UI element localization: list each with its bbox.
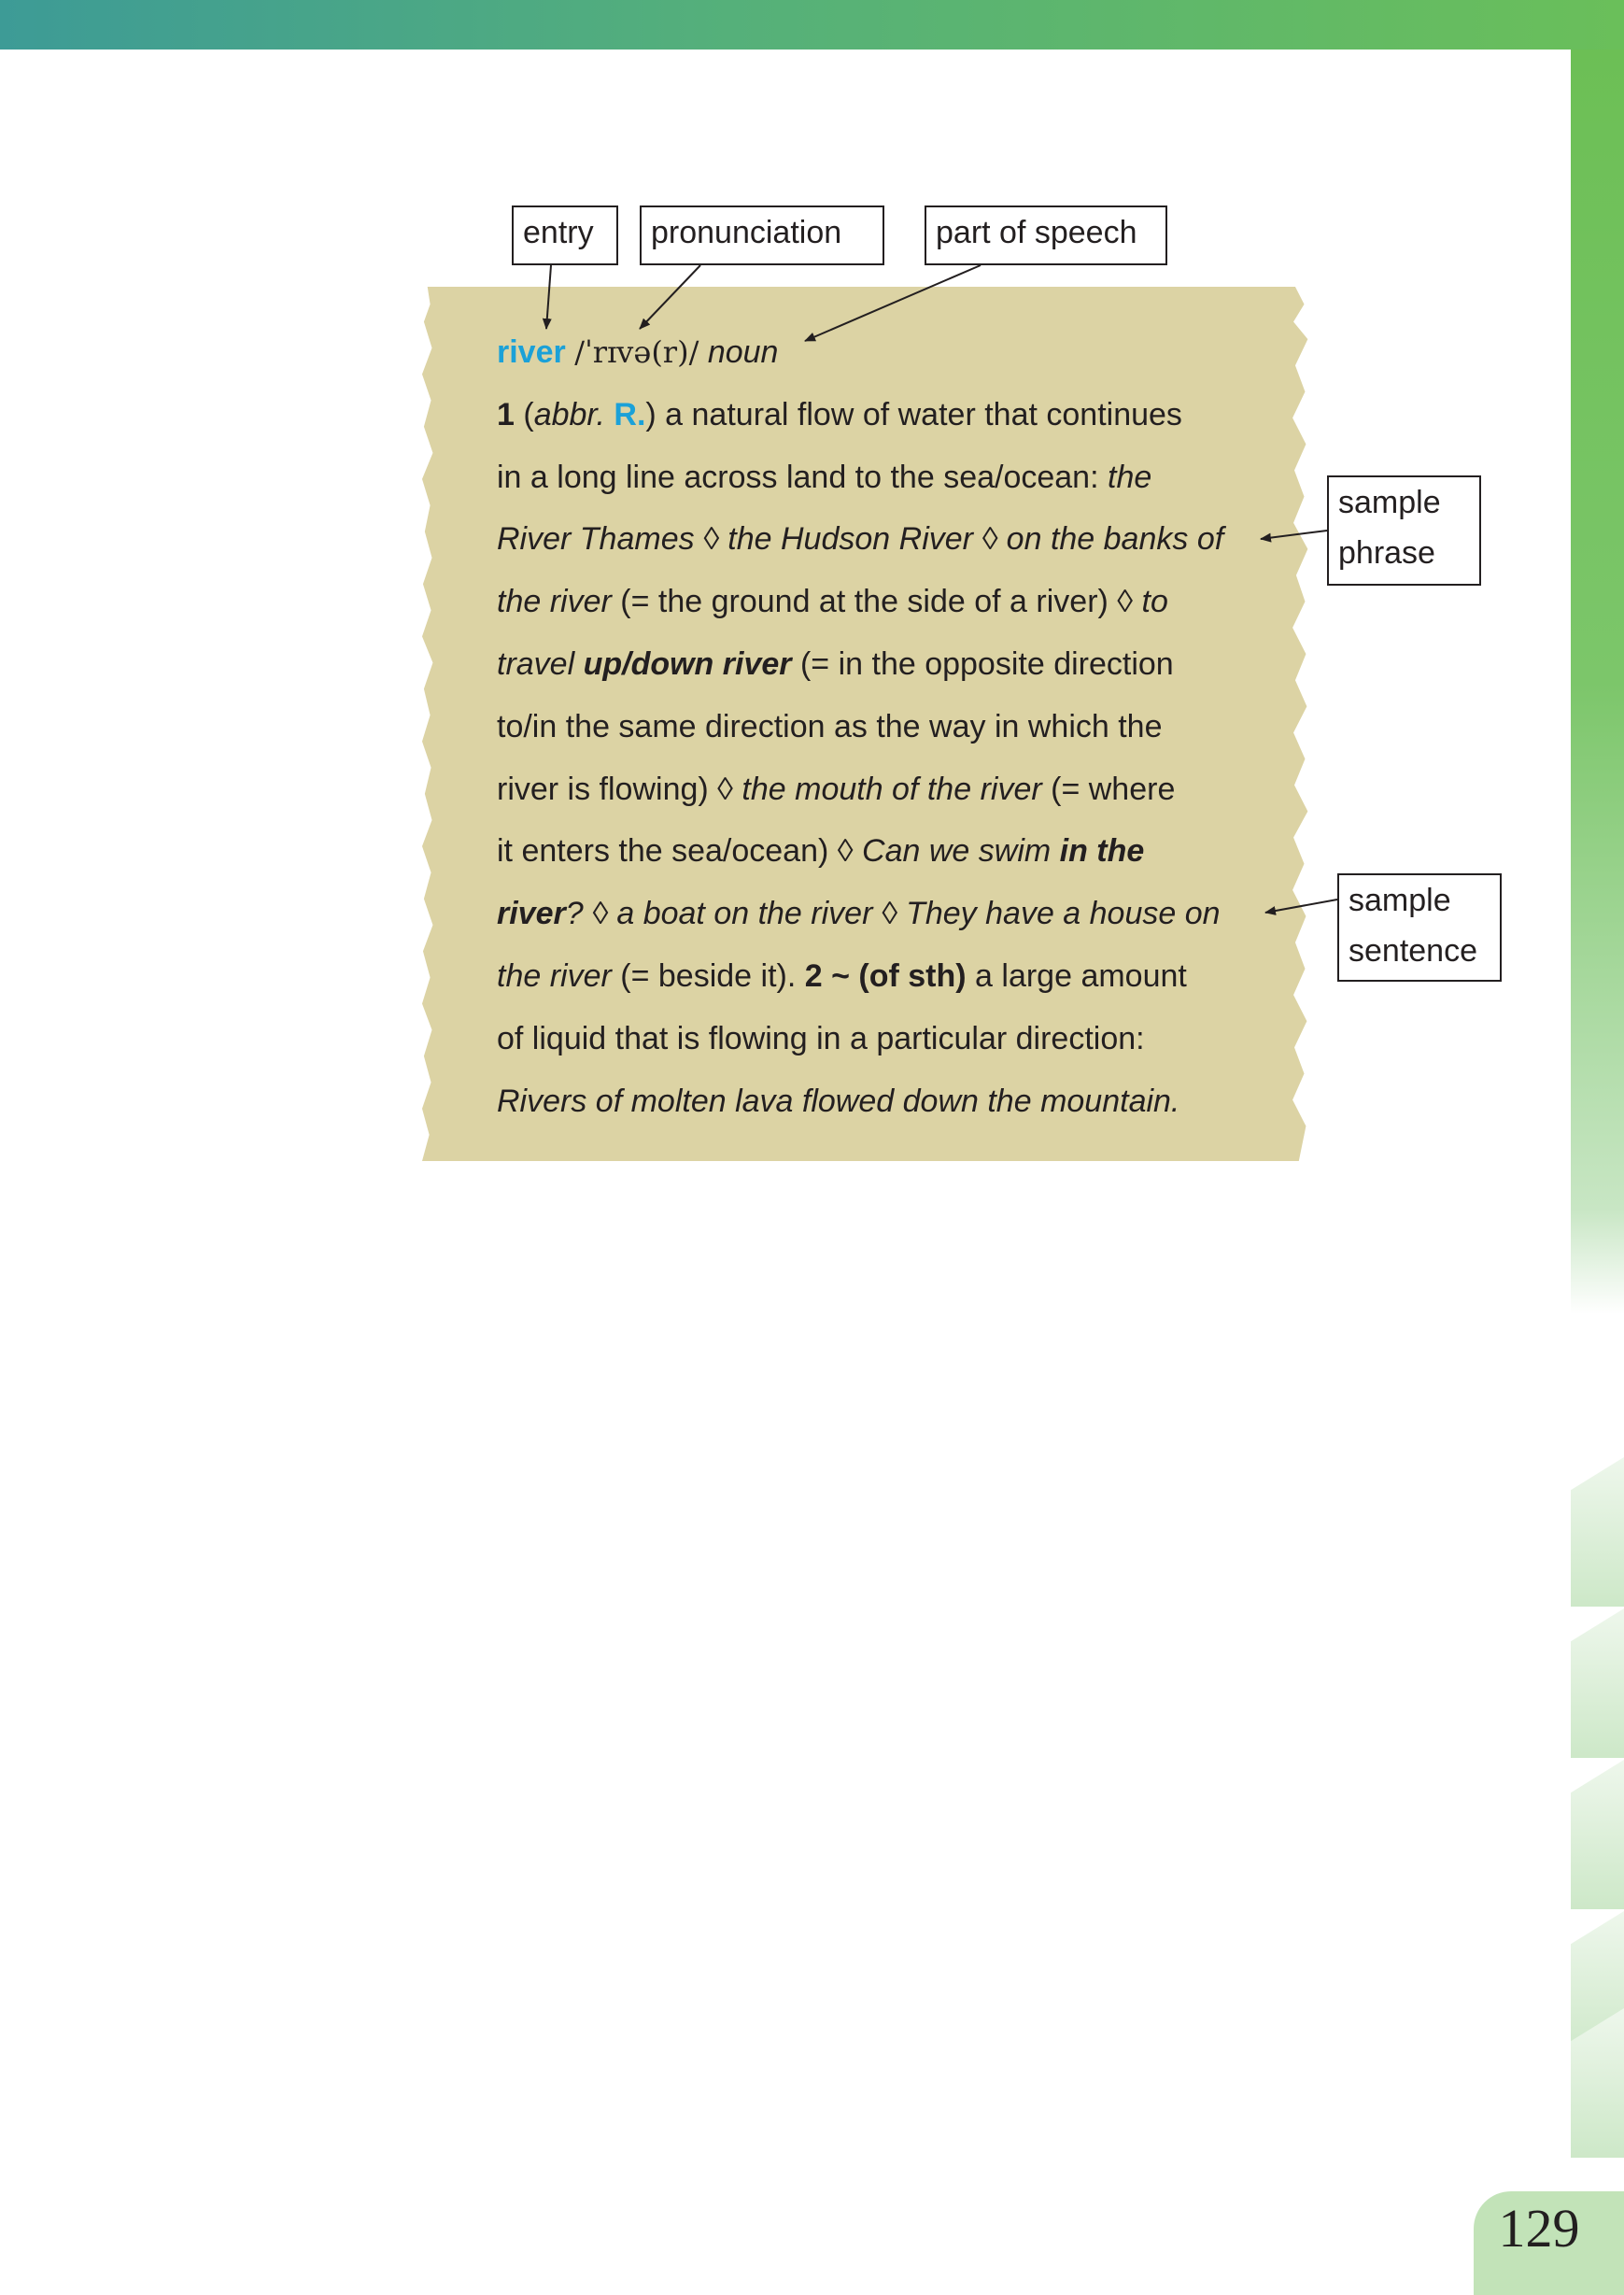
sample-phrase-arrow: [1261, 531, 1327, 539]
page-number: 129: [1498, 2198, 1580, 2259]
text-run: abbr.: [533, 396, 605, 432]
pronunciation-label: pronunciation: [640, 205, 884, 265]
text-run: of liquid that is flowing in a particular direction:: [497, 1020, 1145, 1056]
entry-arrow: [546, 265, 551, 329]
text-run: R.: [614, 396, 646, 432]
text-run: 2 ~ (of sth): [804, 957, 967, 994]
text-run: Rivers of molten lava flowed down the mountain.: [497, 1083, 1180, 1119]
text-run: ) a natural flow of water that continues: [645, 396, 1182, 432]
sample-sentence-label: sample sentence: [1337, 873, 1502, 982]
headword: river: [497, 334, 566, 370]
sample-sentence-arrow: [1265, 900, 1337, 913]
pronunciation-arrow: [640, 265, 700, 329]
text-run: ? ◊ a boat on the river ◊ They have a house on: [565, 896, 1221, 932]
text-run: the river: [497, 584, 612, 620]
text-run: river: [497, 896, 566, 932]
text-run: the mouth of the river: [741, 771, 1042, 807]
pronunciation-text: /ˈrɪvə(r)/: [574, 334, 699, 370]
text-run: in a long line across land to the sea/ocean:: [497, 459, 1108, 495]
text-run: Can we swim: [862, 833, 1060, 870]
text-run: a large amount: [966, 957, 1187, 994]
text-run: the: [1108, 459, 1152, 495]
part-of-speech-arrow: [805, 265, 981, 341]
sample-phrase-label: sample phrase: [1327, 475, 1481, 586]
text-run: (= in the opposite direction: [791, 645, 1174, 682]
text-run: (= the ground at the side of a river) ◊: [611, 584, 1142, 620]
text-run: (= where: [1041, 771, 1176, 807]
text-run: to: [1141, 584, 1168, 620]
text-run: (= beside it).: [611, 957, 805, 994]
text-run: the river: [497, 957, 612, 994]
part-of-speech-label: part of speech: [925, 205, 1167, 265]
text-run: 1: [497, 396, 515, 432]
text-run: travel: [497, 645, 584, 682]
text-run: in the: [1059, 833, 1145, 870]
text-run: river is flowing) ◊: [497, 771, 742, 807]
entry-label: entry: [512, 205, 618, 265]
text-run: to/in the same direction as the way in which the: [497, 708, 1163, 744]
text-run: up/down river: [583, 645, 792, 682]
part-of-speech-text: noun: [707, 334, 779, 370]
text-run: it enters the sea/ocean) ◊: [497, 833, 863, 870]
text-run: (: [514, 396, 534, 432]
text-run: River Thames ◊ the Hudson River ◊ on the banks of: [497, 521, 1224, 558]
